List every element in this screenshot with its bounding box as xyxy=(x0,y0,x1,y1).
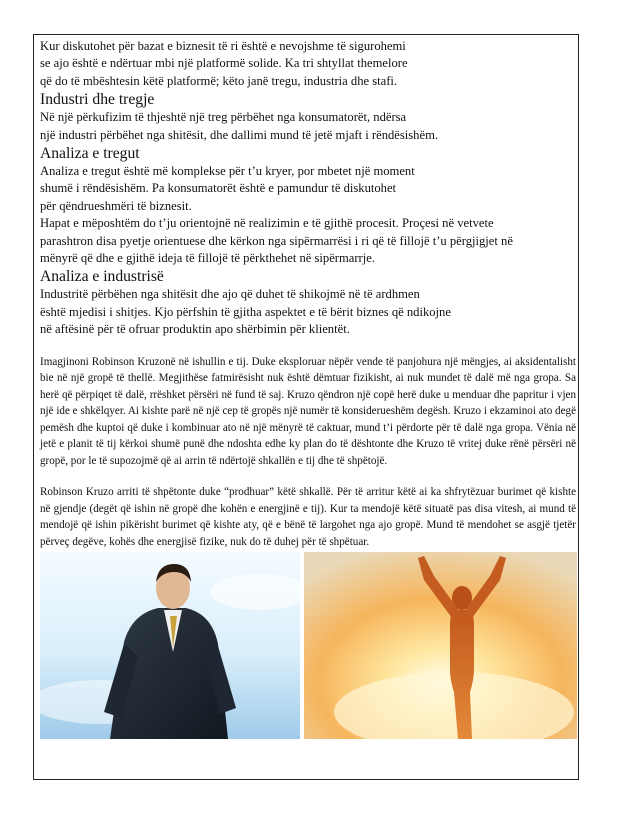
section-line: shumë i rëndësishëm. Pa konsumatorët është e pamundur të diskutohet xyxy=(40,181,397,196)
section-line: Në një përkufizim të thjeshtë një treg përbëhet nga konsumatorët, ndërsa xyxy=(40,110,407,125)
section-heading: Analiza e tregut xyxy=(40,145,140,163)
document-content xyxy=(40,38,576,550)
intro-line: se ajo është e ndërtuar mbi një platformë solide. Ka tri shtyllat themelore xyxy=(40,56,408,71)
section-line: Analiza e tregut është më komplekse për t’u kryer, por mbetet një moment xyxy=(40,164,415,179)
section-line: një industri përbëhet nga shitësit, dhe dallimi mund të jetë mjaft i rëndësishëm. xyxy=(40,127,439,142)
intro-line: Kur diskutohet për bazat e biznesit të ri është e nevojshme të sigurohemi xyxy=(40,39,406,53)
raised-arms-sunset-image xyxy=(304,552,577,739)
section-line: është mjedisi i shitjes. Kjo përfshin të gjitha aspektet e të bërit biznes që ndikojne xyxy=(40,304,451,319)
section-industry-analysis xyxy=(40,267,576,338)
section-line: në aftësinë për të ofruar produktin apo shërbimin për klientët. xyxy=(40,322,350,337)
section-line: parashtron disa pyetje orientuese dhe kërkon nga sipërmarrësi i ri që të fillojë t’u përgjigjet në xyxy=(40,233,513,248)
intro-line: që do të mbështesin këtë platformë; këto janë tregu, industria dhe stafi. xyxy=(40,73,398,88)
intro-block xyxy=(40,38,576,90)
story-paragraph-2: Robinson Kruzo arriti të shpëtonte duke “prodhuar” këtë shkallë. Për të arritur këtë ai ka shfrytëzuar burimet që kishte në gjendje (degët që ishin në gropë dhe kohën e energjinë e tij). Kur ta mendojë këtë situatë pas disa vitesh, ai mund të mendojë që ishin pikërisht burimet që kishte aty, që e bënë të largohet nga ajo gropë. Mund të mendohet se asgjë tjetër përveç degëve, kohës dhe energjisë fizike, nuk do të duhej për të shpëtuar. xyxy=(40,486,576,548)
section-line: mënyrë që dhe e gjithë ideja të fillojë të përkthehet në sipërmarrje. xyxy=(40,251,375,266)
image-row xyxy=(40,552,586,739)
section-line: Hapat e mëposhtëm do t’ju orientojnë në realizimin e të gjithë procesit. Proçesi në vetvete xyxy=(40,216,494,231)
section-industry-market xyxy=(40,90,576,144)
section-market-analysis xyxy=(40,144,576,267)
section-heading: Industri dhe tregje xyxy=(40,91,155,109)
section-heading: Analiza e industrisë xyxy=(40,268,164,286)
story-paragraph-1: Imagjinoni Robinson Kruzonë në ishullin e tij. Duke eksploruar nëpër vende të panjohura një mëngjes, ai aksidentalisht bie në një gropë të thellë. Megjithëse fatmirësisht nuk është dëmtuar fizikisht, ai nuk mundet të dalë më nga gropa. Sa herë që përpiqet të dalë, rrëshket përsëri në fund të saj. Kruzo qëndron një copë herë duke u menduar dhe papritur i vjen një ide e shkëlqyer. Ai kishte parë në një cep të gropës një numër të konsiderueshëm degësh. Kruzo i ekzaminoi ato degë pemësh dhe kuptoi që duke i kombinuar ato në një mënyrë të caktuar, mund t’i përdorte për të dalë nga gropa. Vënia në jetë e planit të tij kërkoi shumë punë dhe ndoshta edhe ky plan do të dështonte dhe Kruzo të vritej duke rënë përsëri në gropë, por le të supozojmë që ai arrin të ndërtojë shkallën e tij dhe të shpëtojë. xyxy=(40,355,576,467)
businessman-image xyxy=(40,552,300,739)
section-line: për qëndrueshmëri të biznesit. xyxy=(40,198,192,213)
section-line: Industritë përbëhen nga shitësit dhe ajo që duhet të shikojmë në të ardhmen xyxy=(40,287,420,302)
